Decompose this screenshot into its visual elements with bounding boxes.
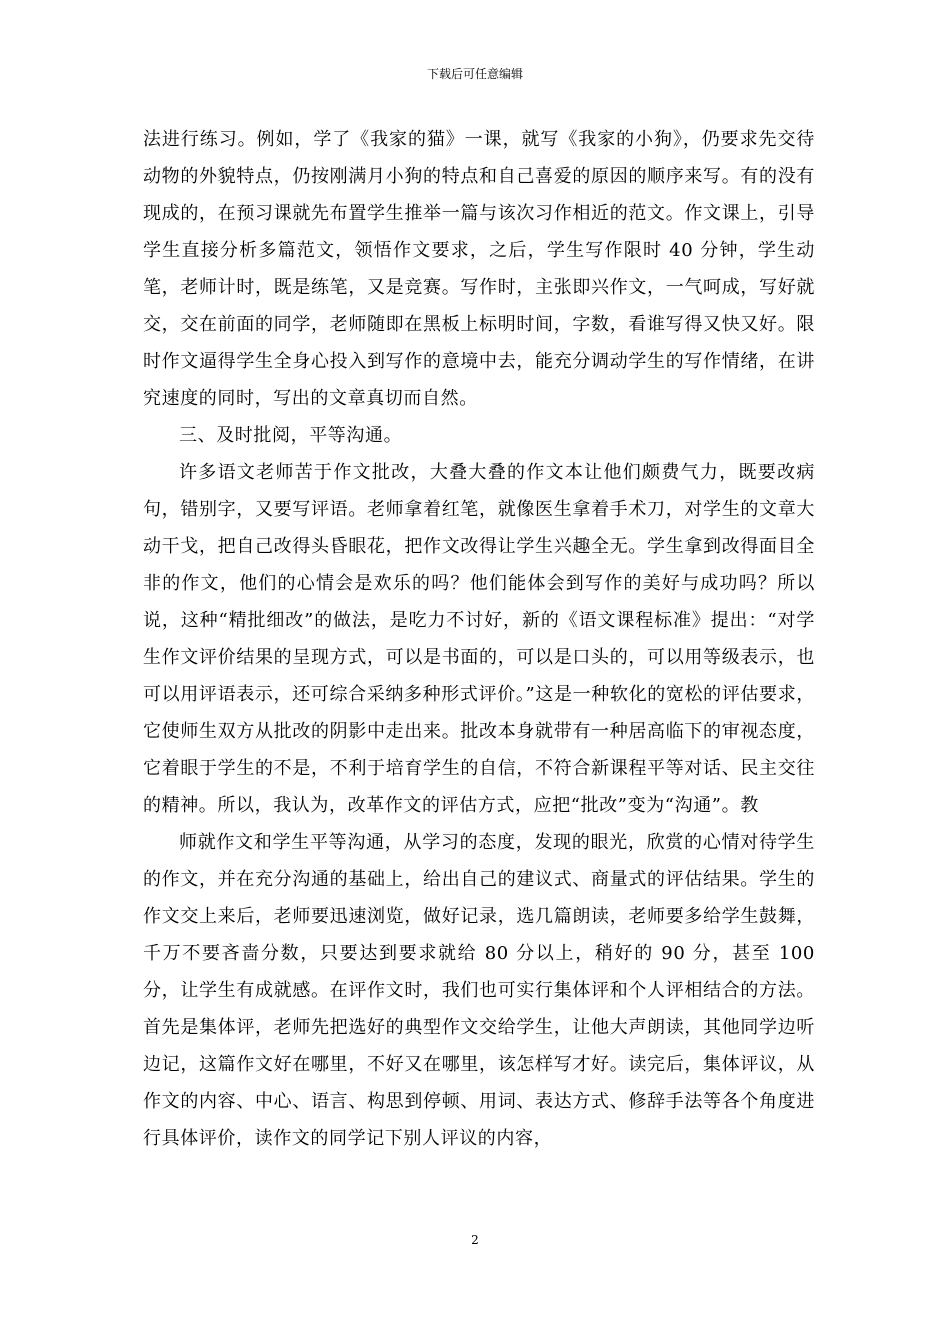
document-body xyxy=(143,121,815,1157)
page-header: 下载后可任意编辑 xyxy=(426,67,523,81)
paragraph: 师就作文和学生平等沟通，从学习的态度，发现的眼光，欣赏的心情对待学生的作文，并在充分沟通的基础上，给出自己的建议式、商量式的评估结果。学生的作文交上来后，老师要迅速浏览，做好记录，选几篇朗读，老师要多给学生鼓舞，千万不要吝啬分数，只要达到要求就给 80 分以上，稍好的 90 分，甚至 100 分，让学生有成就感。在评作文时，我们也可实行集体评和个人评相结合的方法。首先是集体评，老师先把选好的典型作文交给学生，让他大声朗读，其他同学边听边记，这篇作文好在哪里，不好又在哪里，该怎样写才好。读完后，集体评议，从作文的内容、中心、语言、构思到停顿、用词、表达方式、修辞手法等各个角度进行具体评价，读作文的同学记下别人评议的内容， xyxy=(143,832,815,1149)
page-number: 2 xyxy=(471,1233,479,1247)
section-heading: 三、及时批阅，平等沟通。 xyxy=(179,425,403,446)
paragraph: 许多语文老师苦于作文批改，大叠大叠的作文本让他们颇费气力，既要改病句，错别字，又要写评语。老师拿着红笔，就像医生拿着手术刀，对学生的文章大动干戈，把自己改得头昏眼花，把作文改得让学生兴趣全无。学生拿到改得面目全非的作文，他们的心情会是欢乐的吗？他们能体会到写作的美好与成功吗？所以说，这种“精批细改”的做法，是吃力不讨好，新的《语文课程标准》提出：“对学生作文评价结果的呈现方式，可以是书面的，可以是口头的，可以用等级表示，也可以用评语表示，还可综合采纳多种形式评价。”这是一种软化的宽松的评估要求，它使师生双方从批改的阴影中走出来。批改本身就带有一种居高临下的审视态度，它着眼于学生的不是，不利于培育学生的自信，不符合新课程平等对话、民主交往的精神。所以，我认为，改革作文的评估方式，应把“批改”变为“沟通”。教 xyxy=(143,462,815,816)
paragraph-continued: 法进行练习。例如，学了《我家的猫》一课，就写《我家的小狗》，仍要求先交待动物的外貌特点，仍按刚满月小狗的特点和自己喜爱的原因的顺序来写。有的没有现成的，在预习课就先布置学生推举一篇与该次习作相近的范文。作文课上，引导学生直接分析多篇范文，领悟作文要求，之后，学生写作限时 40 分钟，学生动笔，老师计时，既是练笔，又是竞赛。写作时，主张即兴作文，一气呵成，写好就交，交在前面的同学，老师随即在黑板上标明时间，字数，看谁写得又快又好。限时作文逼得学生全身心投入到写作的意境中去，能充分调动学生的写作情绪，在讲究速度的同时，写出的文章真切而自然。 xyxy=(143,129,815,409)
